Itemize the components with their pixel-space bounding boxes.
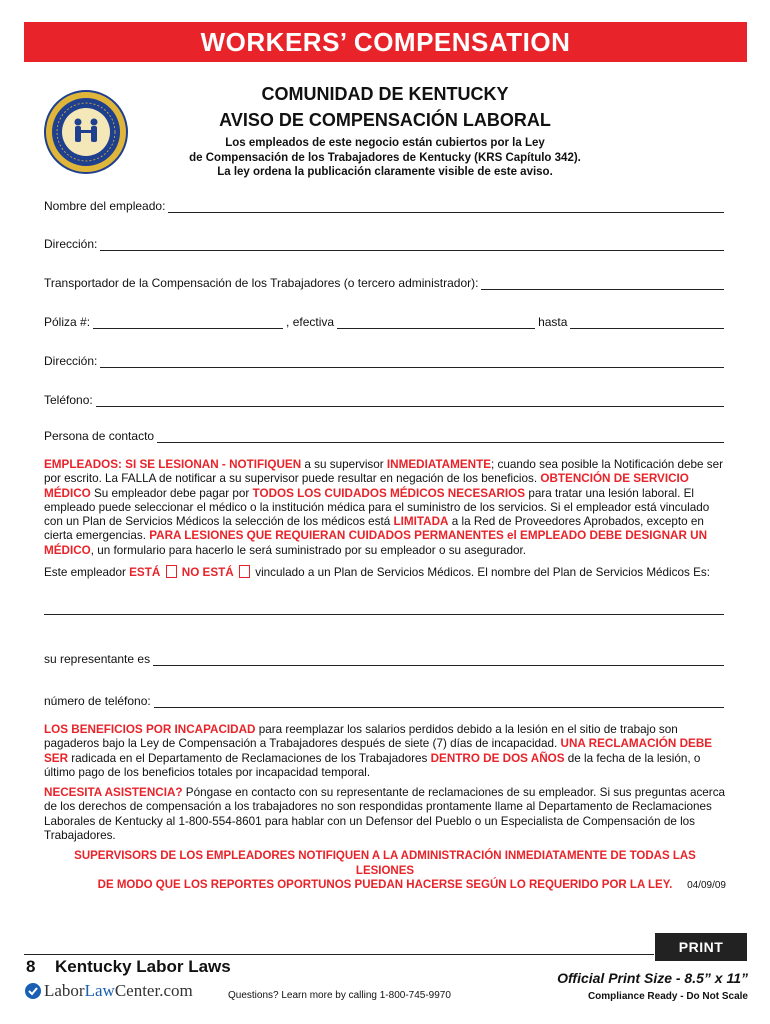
- address2-field[interactable]: [44, 354, 724, 368]
- benefits-paragraph: LOS BENEFICIOS POR INCAPACIDAD para reemplazar los salarios perdidos debido a la lesión en el sitio de trabajo son pagaderos bajo la Ley de Compensación a Trabajadores después de siete (7) días de incapacidad. UNA RECLAMACIÓN DEBE SER radicada en el Departamento de Reclamaciones de los Trabajadores DENTRO DE DOS AÑOS de la fecha de la lesión, o último pago de los beneficios totales por incapacidad temporal.: [44, 723, 713, 779]
- carrier-line[interactable]: [481, 278, 724, 290]
- policy-number-line[interactable]: [93, 317, 283, 329]
- contact-field[interactable]: [44, 429, 724, 443]
- assistance-paragraph: NECESITA ASISTENCIA? Póngase en contacto con su representante de reclamaciones de su empleador. Si sus preguntas acerca de los derechos de compensación a los trabajadores no son respondidas prontamente llame al Departamento de Reclamaciones Laborales de Kentucky al 1-800-554-8601 para hablar con un Defensor del Pueblo o un Especialista de Compensación de los Trabajadores.: [44, 786, 726, 842]
- address2-label: Dirección:: [44, 354, 98, 368]
- page-number: 8: [26, 957, 36, 976]
- contact-label: Persona de contacto: [44, 429, 155, 443]
- rep-phone-label: número de teléfono:: [44, 694, 151, 708]
- no-esta-option-label: NO ESTÁ: [181, 566, 234, 579]
- revision-date: 04/09/09: [687, 880, 726, 891]
- supervisor-warning: [44, 849, 726, 893]
- phone-field[interactable]: [44, 393, 724, 407]
- effective-date-line[interactable]: [337, 317, 535, 329]
- kentucky-state-seal: [44, 90, 128, 174]
- laborlawcenter-logo[interactable]: Labor Law Center.com: [24, 981, 193, 1001]
- effective-label: , efectiva: [286, 315, 335, 329]
- carrier-field[interactable]: [44, 276, 724, 290]
- questions-phone-text: Questions? Learn more by calling 1-800-745-9970: [228, 990, 451, 1001]
- plan-trail-text: vinculado a un Plan de Servicios Médicos. El nombre del Plan de Servicios Médicos Es:: [255, 566, 710, 579]
- warning-line-2: DE MODO QUE LOS REPORTES OPORTUNOS PUEDAN HACERSE SEGÚN LO REQUERIDO POR LA LEY.: [97, 879, 673, 891]
- address-field[interactable]: [44, 237, 724, 251]
- esta-checkbox[interactable]: [166, 565, 177, 578]
- representative-line[interactable]: [153, 654, 724, 666]
- representative-field[interactable]: [44, 652, 724, 666]
- page-banner: WORKERS’ COMPENSATION: [24, 22, 747, 62]
- subtitle-line-2: de Compensación de los Trabajadores de Kentucky (KRS Capítulo 342).: [189, 151, 581, 164]
- notice-subtitle: [150, 136, 620, 180]
- medical-plan-line: [44, 565, 726, 580]
- representative-label: su representante es: [44, 652, 151, 666]
- notice-title-state: COMUNIDAD DE KENTUCKY: [261, 84, 509, 104]
- policy-label: Póliza #:: [44, 315, 91, 329]
- address2-line[interactable]: [100, 356, 724, 368]
- until-date-line[interactable]: [570, 317, 724, 329]
- employee-name-label: Nombre del empleado:: [44, 199, 166, 213]
- checkmark-logo-icon: [24, 982, 42, 1000]
- carrier-label: Transportador de la Compensación de los Trabajadores (o tercero administrador):: [44, 276, 479, 290]
- subtitle-line-1: Los empleados de este negocio están cubiertos por la Ley: [225, 137, 545, 149]
- rep-phone-line[interactable]: [154, 696, 724, 708]
- compliance-note: Compliance Ready - Do Not Scale: [587, 991, 748, 1002]
- warning-line-1: SUPERVISORS DE LOS EMPLEADORES NOTIFIQUEN A LA ADMINISTRACIÓN INMEDIATAMENTE DE TODAS LAS LESIONES: [74, 850, 696, 877]
- employee-notice-paragraph: EMPLEADOS: SI SE LESIONAN - NOTIFIQUEN a su supervisor INMEDIATAMENTE; cuando sea posible la Notificación debe ser por escrito. La FALLA de notificar a su supervisor puede resultar en negación de los beneficios. OBTENCIÓN DE SERVICIO MÉDICO Su empleador debe pagar por TODOS LOS CUIDADOS MÉDICOS NECESARIOS para tratar una lesión laboral. El empleado puede seleccionar el médico o la institución médica para el suministro de los servicios. Si el empleador está vinculado con un Plan de Servicios Médicos la selección de los médicos está LIMITADA a la Red de Proveedores Aprobados, excepto en cierta emergencias. PARA LESIONES QUE REQUIERAN CUIDADOS PERMANENTES el EMPLEADO DEBE DESIGNAR UN MÉDICO, un formulario para hacerlo le será suministrado por su empleador o su asegurador.: [44, 458, 723, 557]
- book-title: Kentucky Labor Laws: [55, 957, 231, 976]
- address-line[interactable]: [100, 239, 724, 251]
- phone-line[interactable]: [96, 395, 724, 407]
- employee-name-field[interactable]: [44, 199, 724, 213]
- esta-option-label: ESTÁ: [129, 566, 161, 579]
- until-label: hasta: [538, 315, 568, 329]
- print-button[interactable]: PRINT: [655, 933, 747, 961]
- official-print-size: Official Print Size - 8.5” x 11”: [557, 970, 748, 986]
- notice-title: AVISO DE COMPENSACIÓN LABORAL: [219, 110, 551, 130]
- phone-label: Teléfono:: [44, 393, 93, 407]
- footer-divider: [24, 954, 654, 955]
- rep-phone-field[interactable]: [44, 694, 724, 708]
- plan-lead-text: Este empleador: [44, 566, 126, 579]
- employee-name-line[interactable]: [168, 201, 724, 213]
- no-esta-checkbox[interactable]: [239, 565, 250, 578]
- address-label: Dirección:: [44, 237, 98, 251]
- subtitle-line-3: La ley ordena la publicación claramente visible de este aviso.: [217, 166, 553, 178]
- plan-name-field[interactable]: [44, 603, 724, 615]
- policy-field[interactable]: [44, 315, 724, 329]
- contact-line[interactable]: [157, 431, 724, 443]
- plan-name-line[interactable]: [44, 603, 724, 615]
